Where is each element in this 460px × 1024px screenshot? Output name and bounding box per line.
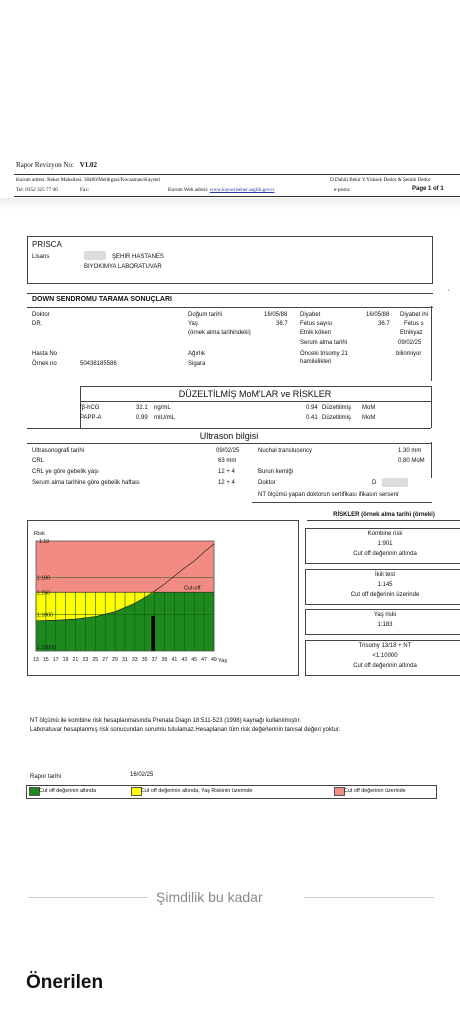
x-tick-label: 23: [82, 657, 89, 663]
header-shadow: [0, 198, 460, 210]
email-label: e-posta:: [334, 187, 351, 193]
nt-note-divider: [252, 502, 432, 503]
ethnic-value: Etnikyaz: [400, 330, 423, 336]
crl-ga-value: 12 + 4: [218, 469, 235, 475]
marker-mom-unit-hcg: MoM: [362, 405, 376, 411]
dr-label: DR.: [32, 321, 43, 327]
combined-risk-box: [305, 528, 460, 564]
y-tick-label: 1:100: [37, 575, 50, 582]
marker-name-hcg: fβ-hCG: [80, 405, 100, 411]
combined-risk-label: Kombine risk: [367, 531, 403, 537]
mom-title: DÜZELTİLMİŞ MoM'LAR ve RİSKLER: [178, 389, 332, 399]
x-tick-label: 43: [181, 657, 188, 663]
note-line-1: NT ölçümü ile kombine risk hesaplanmasında Prenata Diagn 18:511-523 (1998) kaynağı kullanılmıştır.: [30, 718, 301, 724]
report-date-value: 16/02/25: [130, 772, 154, 778]
revision-label: [16, 161, 97, 169]
x-tick-label: 19: [62, 657, 69, 663]
legend-label-mid: Cut off değerinin altında, Yaş Riskinin üzerinde: [141, 788, 253, 794]
header-divider: [14, 174, 460, 175]
suggested-heading: Önerilen: [26, 972, 104, 993]
legend-label-below: Cut off değerinin altında: [39, 788, 97, 794]
laboratory-name: BIYOKIMYA LABORATUVAR: [84, 264, 162, 270]
mom-table: [80, 400, 432, 428]
x-tick-label: 29: [112, 657, 118, 663]
age-note: (örnek alma tarihindeki): [188, 330, 251, 336]
crl-ga-label: CRL ye göre gebelik yaşı: [32, 469, 99, 475]
marker-name-pappa: PAPP-A: [80, 415, 102, 421]
page-number: Page 1 of 1: [412, 186, 444, 192]
end-divider-left: [28, 897, 148, 898]
double-test-value: 1:145: [377, 582, 393, 588]
legend-bar: [26, 785, 437, 799]
fetus-value: 36.7: [378, 321, 390, 327]
prev-trisomy-label: Önceki trisomy 21: [300, 351, 349, 357]
double-test-label: İkili test: [374, 572, 395, 578]
crl-value: 63 mm: [218, 458, 237, 464]
cutoff-label: Cut-off: [184, 585, 201, 592]
marker-mom-unit-pappa: MoM: [362, 415, 376, 421]
nt-certificate-note: NT ölçümü yapan doktorun sertifikası ifikasın sersenr: [258, 492, 399, 498]
hospital-name: ŞEHIR HASTANES: [112, 254, 164, 260]
age-value: 36.7: [276, 321, 288, 327]
age-risk-label: Yaş riski: [373, 612, 397, 618]
x-tick-label: 17: [52, 657, 59, 663]
y-tick-label: 1:10: [39, 539, 50, 545]
x-tick-label: 25: [92, 657, 99, 663]
prev-trisomy-label-2: hamilelikleri: [300, 359, 332, 365]
license-label: Lisans: [32, 254, 50, 260]
us-doctor-value: D: [372, 480, 377, 486]
patient-marker: [151, 616, 155, 651]
weight-label: Ağırlık: [188, 351, 206, 357]
diabetes-label: Diyabet: [300, 312, 321, 318]
smoking-label: Sigara: [188, 361, 206, 367]
x-tick-label: 21: [72, 657, 79, 663]
fax-number: Fax:: [80, 187, 90, 193]
x-tick-label: 35: [141, 657, 148, 663]
crl-label: CRL: [32, 458, 45, 464]
serum-ga-label: Serum alma tarihine göre gebelik haftası: [32, 480, 140, 486]
institution-address: Kurum adresi: Beker Mahallesi, 38400/Melikgazi/Kocasinan/Kayseri: [16, 177, 161, 183]
ethnic-label: Etnik köken: [300, 330, 332, 336]
ultrasound-title: Ultrason bilgisi: [199, 431, 259, 441]
us-date-value: 09/02/25: [216, 448, 240, 454]
web-link[interactable]: www.kayseriseher.saglik.gov.tr: [209, 187, 275, 193]
x-tick-label: 13: [33, 657, 39, 663]
lab-box: [27, 236, 433, 284]
serum-ga-value: 12 + 4: [218, 480, 235, 486]
x-tick-label: 27: [102, 657, 109, 663]
institution-staff: D.Dahili Bekir Y.Yüksek Dedor & Şemik Dedor: [330, 177, 431, 183]
x-tick-label: 45: [191, 657, 198, 663]
birth-date-label: Doğum tarihi: [188, 312, 223, 318]
end-of-feed-text: Şimdilik bu kadar: [156, 889, 263, 905]
risk-chart-frame: [27, 520, 299, 676]
risk-chart: [28, 521, 298, 675]
age-risk-box: [305, 609, 460, 635]
web-address: [168, 187, 274, 193]
combined-risk-status: Cut off değerinin altında: [353, 551, 417, 557]
trisomy-risk-box: [305, 640, 460, 676]
sample-no-value: 50438185586: [80, 361, 117, 367]
us-doctor-redacted: [382, 478, 408, 487]
report-title: DOWN SENDROMU TARAMA SONUÇLARI: [32, 296, 172, 303]
web-label: Kurum Web adresi:: [168, 187, 209, 193]
y-tick-label: 1:1000: [37, 612, 53, 619]
y-tick-label: 1:10000: [37, 645, 56, 651]
x-tick-label: 15: [42, 657, 49, 663]
age-risk-value: 1:183: [377, 622, 393, 628]
patient-no-label: Hasta No: [32, 351, 58, 357]
marker-mom-label-pappa: Düzeltilmiş: [322, 415, 352, 421]
diabetes-value: 16/05/88: [366, 312, 390, 318]
fetus-label: Fetus sayısı: [300, 321, 333, 327]
y-axis-label: Risk: [34, 531, 45, 537]
marker-mom-pappa: 0.41: [306, 415, 318, 421]
marker-value-pappa: 0.99: [136, 415, 148, 421]
nt-label: Nuchal translucency: [258, 448, 313, 454]
revision-value: V1.02: [79, 161, 97, 169]
x-tick-label: 47: [201, 657, 207, 663]
prisca-label: PRISCA: [32, 240, 62, 249]
trisomy-risk-value: <1:10000: [372, 653, 398, 659]
double-test-box: [305, 569, 460, 605]
marker-mom-label-hcg: Düzeltilmiş: [322, 405, 352, 411]
x-axis-label: Yaş: [218, 658, 228, 664]
trisomy-risk-label: Trisomy 13/18 + NT: [358, 643, 412, 649]
birth-date-value: 16/05/88: [264, 312, 288, 318]
age-label: Yaş: [188, 321, 198, 327]
blue-link-mark: •: [448, 287, 450, 292]
fetus-label-2: Fetus s: [404, 321, 424, 327]
doctor-label: Doktor: [32, 312, 50, 318]
legend-label-above: Cut off değerinin üzerinde: [344, 788, 406, 794]
nasal-bone-label: Burun kemiği: [258, 469, 294, 475]
y-tick-label: 1:250: [37, 590, 50, 597]
marker-value-hcg: 32.1: [136, 405, 148, 411]
serum-date-label: Serum alma tarihi: [300, 340, 348, 346]
marker-unit-hcg: ng/mL: [154, 405, 171, 411]
x-tick-label: 33: [131, 657, 138, 663]
marker-mom-hcg: 0.94: [306, 405, 318, 411]
revision-label-text: Rapor Revizyon No:: [16, 161, 74, 169]
x-tick-label: 37: [151, 657, 158, 663]
note-line-2: Laboratuvar hesaplanmış risk sonucundan sorumlu tutulamaz.Hesaplanan tüm risk değerlerinin tanısal değeri yoktur.: [30, 727, 341, 733]
diabetes-label-2: Diyabet ihi: [400, 312, 429, 318]
us-doctor-label: Doktor: [258, 480, 276, 486]
us-date-label: Ultrasonografi tarihi: [32, 448, 85, 454]
trisomy-risk-status: Cut off değerinin altında: [353, 663, 417, 669]
license-redacted: [84, 251, 106, 260]
phone-number: Tel: 0352 325 77 00: [16, 187, 58, 193]
nt-value: 1.30 mm: [398, 448, 422, 454]
serum-date-value: 09/02/25: [398, 340, 422, 346]
sample-no-label: Örnek no: [32, 361, 57, 367]
combined-risk-value: 1:901: [377, 541, 393, 547]
prev-trisomy-value: bilinmiyor: [396, 351, 422, 357]
report-date-label: Rapor tarihi: [30, 774, 62, 780]
end-divider-right: [304, 897, 434, 898]
x-tick-label: 41: [171, 657, 178, 663]
header-divider-bottom: [14, 196, 460, 197]
marker-unit-pappa: mIU/mL: [154, 415, 175, 421]
risks-title: RİSKLER (örnek alma tarihi (örneki): [307, 512, 460, 521]
double-test-status: Cut off değerinin üzerinde: [350, 592, 420, 598]
x-tick-label: 39: [161, 657, 168, 663]
x-tick-label: 31: [122, 657, 128, 663]
x-tick-label: 49: [211, 657, 217, 663]
nt-mom: 0.80 MoM: [398, 458, 425, 464]
